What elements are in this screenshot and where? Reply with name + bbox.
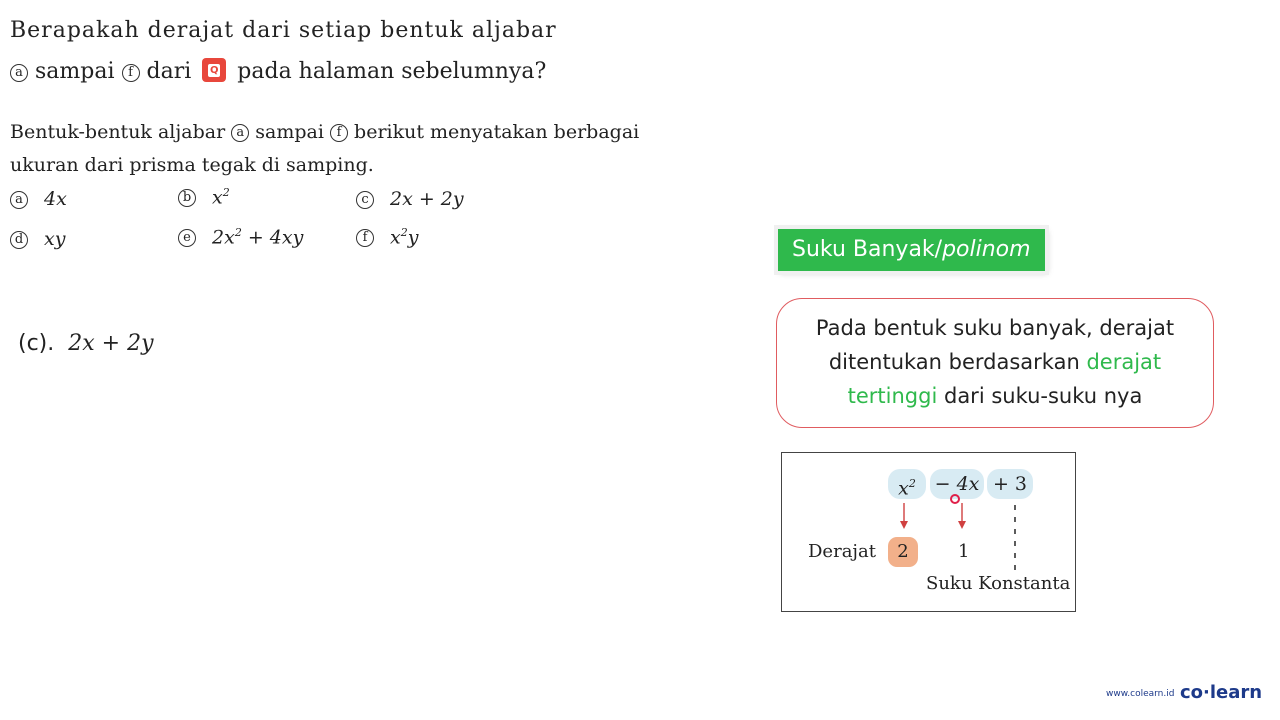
topic-tag (778, 229, 1045, 271)
option-marker: a (10, 191, 28, 209)
question-sampai: sampai (35, 59, 115, 84)
degree-label: Derajat (808, 541, 876, 562)
term-x-squared: $x^2$ (888, 469, 926, 499)
question-dari: dari (146, 59, 192, 84)
description-sampai: sampai (255, 121, 324, 143)
description-part-1: Bentuk-bentuk aljabar (10, 121, 226, 143)
option-b (178, 186, 230, 208)
answer-expression: 2x + 2y (68, 331, 154, 356)
option-marker: d (10, 231, 28, 249)
degree-figure (781, 452, 1076, 612)
answer (18, 331, 154, 356)
description (10, 116, 690, 182)
note-line-2: ditentukan berdasarkan derajat (828, 350, 1162, 374)
option-marker: f (356, 229, 374, 247)
note-line-3: tertinggi dari suku-suku nya (847, 384, 1143, 408)
option-expr: 2x + 2y (390, 188, 464, 210)
degree-value-2: 2 (888, 537, 918, 567)
option-expr: 4x (44, 188, 67, 210)
option-expr: x (390, 226, 401, 249)
marker-f: f (122, 64, 140, 82)
option-e (178, 226, 303, 248)
option-expr-rest: + 4xy (241, 226, 304, 249)
question-line-2 (10, 58, 546, 84)
option-exponent: 2 (222, 186, 230, 199)
option-expr-rest: y (407, 226, 419, 249)
option-marker: b (178, 189, 196, 207)
option-exponent: 2 (400, 226, 408, 239)
option-expr: xy (44, 228, 66, 250)
brand-logo: co·learn (1180, 682, 1263, 703)
question-line-1: Berapakah derajat dari setiap bentuk aljabar (10, 18, 557, 43)
term-constant: + 3 (987, 469, 1033, 499)
brand-url: www.colearn.id (1106, 689, 1175, 699)
note-line-1: Pada bentuk suku banyak, derajat (815, 316, 1175, 340)
option-f (356, 226, 418, 248)
option-c (356, 188, 464, 210)
option-expr: 2x (212, 226, 235, 249)
description-line-2: ukuran dari prisma tegak di samping. (10, 154, 374, 176)
option-marker: c (356, 191, 374, 209)
option-exponent: 2 (234, 226, 242, 239)
description-part-2: berikut menyatakan berbagai (354, 121, 640, 143)
marker-f: f (330, 124, 348, 142)
term-4x: − 4x (930, 469, 984, 499)
explanation-note (776, 298, 1214, 428)
answer-label: (c). (18, 331, 55, 356)
topic-tag-italic: polinom (942, 237, 1031, 262)
degree-value-1: 1 (958, 541, 970, 562)
option-d (10, 228, 65, 250)
option-expr: x (212, 186, 223, 209)
topic-tag-text: Suku Banyak/ (792, 237, 943, 262)
constant-label: Suku Konstanta (926, 573, 1071, 594)
question-end: pada halaman sebelumnya? (237, 59, 547, 84)
option-a (10, 188, 67, 210)
option-marker: e (178, 229, 196, 247)
marker-a: a (10, 64, 28, 82)
question-book-icon: Q (202, 58, 226, 82)
marker-a: a (231, 124, 249, 142)
